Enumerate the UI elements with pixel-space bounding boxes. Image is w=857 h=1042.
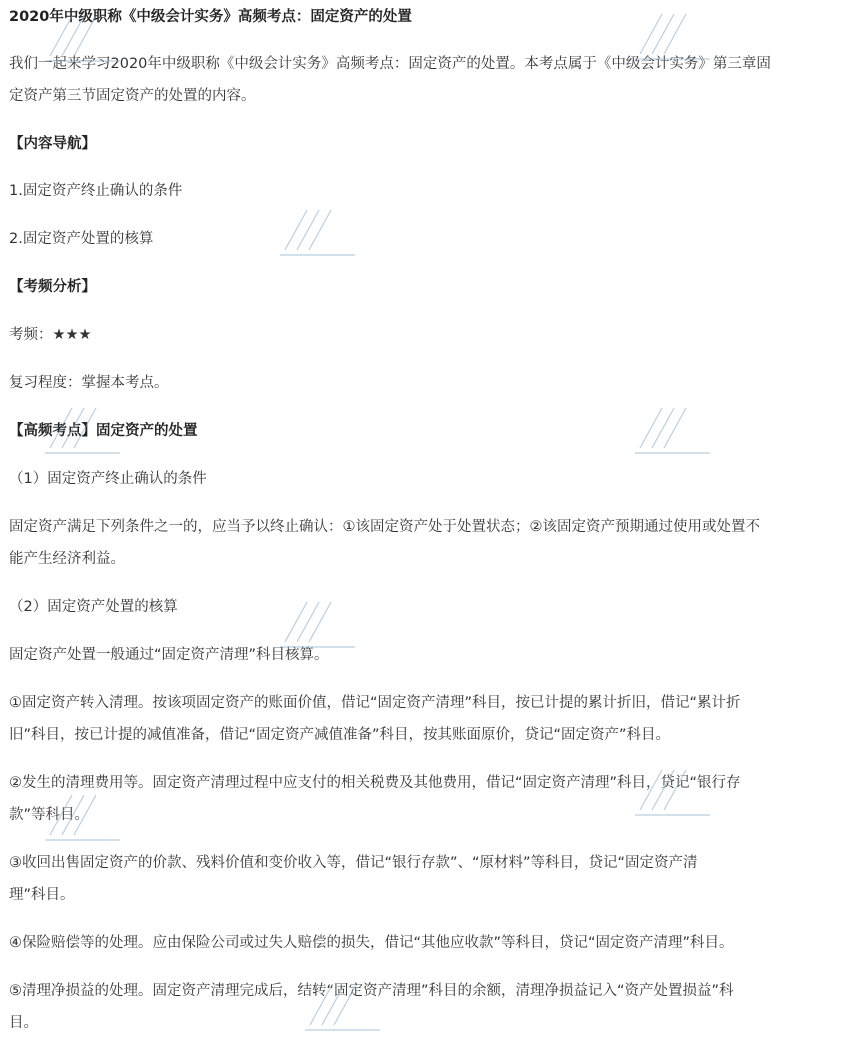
intro-line-2: 定资产第三节固定资产的处置的内容。 xyxy=(9,88,256,104)
step4-line-1: ④保险赔偿等的处理。应由保险公司或过失人赔偿的损失，借记“其他应收款”等科目，贷记“固定资产清理”科目。 xyxy=(9,935,734,951)
step3-line-1: ③收回出售固定资产的价款、残料价值和变价收入等，借记“银行存款”、“原材料”等科目，贷记“固定资产清 xyxy=(9,855,698,871)
watermark-icon xyxy=(630,398,720,458)
step2-line-2: 款”等科目。 xyxy=(9,807,90,823)
step1-line-2: 旧”科目，按已计提的减值准备，借记“固定资产减值准备”科目，按其账面原价，贷记“固定资产”科目。 xyxy=(9,727,671,743)
sub1-heading: （1）固定资产终止确认的条件 xyxy=(9,471,207,487)
review-level-text: 复习程度：掌握本考点。 xyxy=(9,375,169,391)
sub1-body-line-1: 固定资产满足下列条件之一的，应当予以终止确认：①该固定资产处于处置状态；②该固定资产预期通过使用或处置不 xyxy=(9,519,760,535)
watermark-icon xyxy=(630,4,720,64)
nav-item-2: 2.固定资产处置的核算 xyxy=(9,231,154,247)
watermark-icon xyxy=(40,398,130,458)
sub2-intro: 固定资产处置一般通过“固定资产清理”科目核算。 xyxy=(9,647,329,663)
article-title: 2020年中级职称《中级会计实务》高频考点：固定资产的处置 xyxy=(9,9,412,25)
step5-line-1: ⑤清理净损益的处理。固定资产清理完成后，结转“固定资产清理”科目的余额，清理净损益记入“资产处置损益”科 xyxy=(9,983,734,999)
sub2-heading: （2）固定资产处置的核算 xyxy=(9,599,178,615)
watermark-icon xyxy=(40,785,130,845)
watermark-icon xyxy=(630,760,720,820)
watermark-icon xyxy=(275,592,365,652)
sub1-body-line-2: 能产生经济利益。 xyxy=(9,551,125,567)
nav-item-1: 1.固定资产终止确认的条件 xyxy=(9,183,183,199)
frequency-text: 考频：★★★ xyxy=(9,327,92,343)
step3-line-2: 理”科目。 xyxy=(9,887,75,903)
analysis-heading: 【考频分析】 xyxy=(9,279,96,295)
watermark-icon xyxy=(275,200,365,260)
nav-heading: 【内容导航】 xyxy=(9,136,96,152)
watermark-icon xyxy=(300,975,390,1035)
step1-line-1: ①固定资产转入清理。按该项固定资产的账面价值，借记“固定资产清理”科目，按已计提的累计折旧，借记“累计折 xyxy=(9,695,741,711)
watermark-icon xyxy=(40,6,130,66)
step2-line-1: ②发生的清理费用等。固定资产清理过程中应支付的相关税费及其他费用，借记“固定资产清理”科目，贷记“银行存 xyxy=(9,775,741,791)
step5-line-2: 目。 xyxy=(9,1015,38,1031)
point-heading: 【高频考点】固定资产的处置 xyxy=(9,423,198,439)
intro-line-1: 我们一起来学习2020年中级职称《中级会计实务》高频考点：固定资产的处置。本考点属于《中级会计实务》第三章固 xyxy=(9,56,771,72)
